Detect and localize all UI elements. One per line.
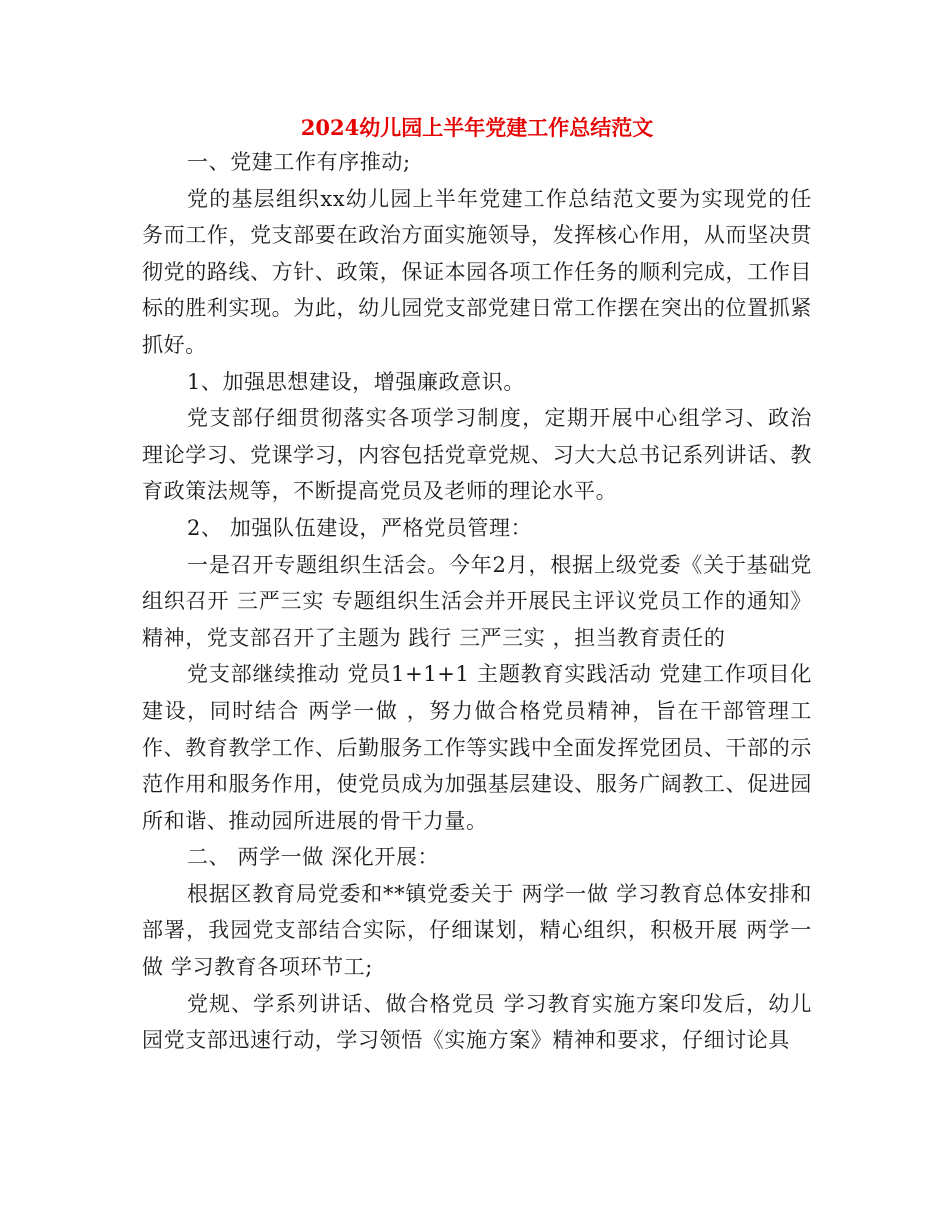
body-paragraph: 根据区教育局党委和**镇党委关于 两学一做 学习教育总体安排和部署，我园党支部结合实际，仔细谋划，精心组织，积极开展 两学一做 学习教育各项环节工;	[142, 881, 812, 980]
document-title: 2024幼儿园上半年党建工作总结范文	[300, 115, 654, 140]
body-paragraph: 党的基层组织xx幼儿园上半年党建工作总结范文要为实现党的任务而工作，党支部要在政治方面实施领导，发挥核心作用，从而坚决贯彻党的路线、方针、政策，保证本园各项工作任务的顺利完成，工作目标的胜利实现。为此，幼儿园党支部党建日常工作摆在突出的位置抓紧抓好。	[142, 186, 812, 357]
section-heading-2: 二、 两学一做 深化开展：	[187, 845, 440, 870]
body-paragraph: 一是召开专题组织生活会。今年2月，根据上级党委《关于基础党组织召开 三严三实 专题组织生活会并开展民主评议党员工作的通知》精神，党支部召开了主题为 践行 三严三实 ，担当教育责任的	[142, 552, 812, 650]
section-heading-1: 一、党建工作有序推动;	[187, 150, 411, 174]
body-paragraph: 党支部仔细贯彻落实各项学习制度，定期开展中心组学习、政治理论学习、党课学习，内容包括党章党规、习大大总书记系列讲话、教育政策法规等，不断提高党员及老师的理论水平。	[142, 406, 812, 504]
body-paragraph: 党规、学系列讲话、做合格党员 学习教育实施方案印发后，幼儿园党支部迅速行动，学习领悟《实施方案》精神和要求，仔细讨论具	[142, 991, 812, 1053]
subsection-heading-2: 2、 加强队伍建设，严格党员管理：	[187, 515, 533, 540]
body-paragraph: 党支部继续推动 党员1+1+1 主题教育实践活动 党建工作项目化建设，同时结合 两学一做 ，努力做合格党员精神，旨在干部管理工作、教育教学工作、后勤服务工作等实践中全面发挥党团员、干部的示范作用和服务作用，使党员成为加强基层建设、服务广阔教工、促进园所和谐、推动园所进展的骨干力量。	[142, 662, 812, 833]
document-body	[142, 112, 812, 1059]
subsection-heading-1: 1、加强思想建设，增强廉政意识。	[187, 369, 525, 394]
